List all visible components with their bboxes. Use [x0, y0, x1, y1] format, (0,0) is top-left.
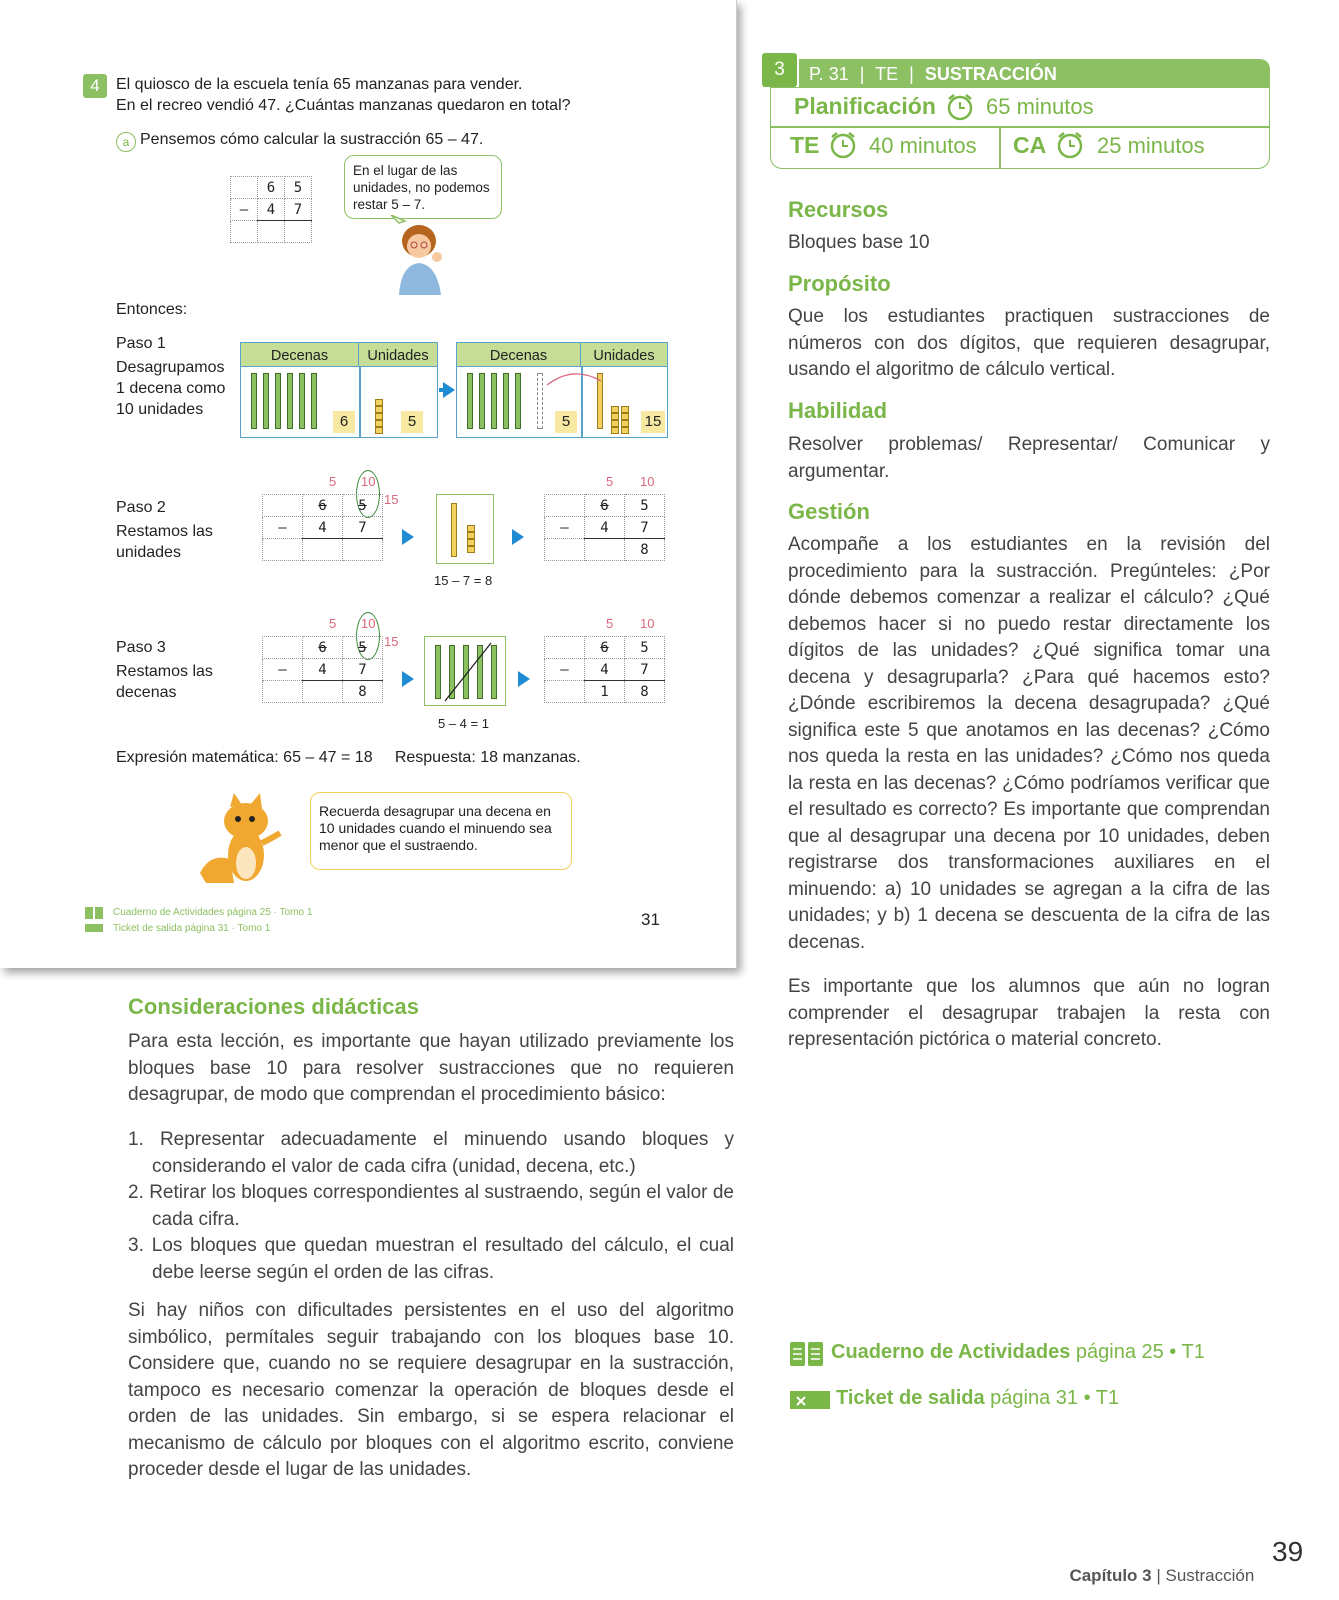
paso2-after-uni: 10 [640, 474, 655, 489]
considerations-item-3: 3. Los bloques que quedan muestran el resultado del cálculo, el cual debe leerse según el orden de las cifras. [128, 1235, 734, 1283]
decenas-header: Decenas [241, 343, 359, 367]
gestion-p1: Acompañe a los estudiantes en la revisión del procedimiento para la sustracción. Pregúnteles: ¿Por dónde debemos comenzar a realizar el cálculo? ¿Qué debemos hacer si no puedo restar directamente los dígitos de las unidades? ¿Qué significa tomar una decena y desagruparla? ¿Para qué hacemos esto? ¿Dónde escribiremos la decena desagrupada? ¿Qué significa este 5 que anotamos en las decenas? ¿Cómo nos queda la resta en las unidades? ¿Cómo nos queda la resta en las decenas? ¿Cómo podríamos verificar que el resultado es correcto? Es importante que comprendan que al desagrupar una decena por 10 unidades, deben registrarse dos transformaciones auxiliares en el minuendo: a) 10 unidades se agregan a la cifra de las unidades; y b) 1 decena se descuenta de la cifra de las decenas. [788, 534, 1270, 953]
paso2-left-grid: 6 5 – 4 7 [262, 494, 383, 561]
paso2-title: Paso 2 [116, 499, 166, 516]
cuaderno-icon [789, 1340, 825, 1368]
habilidad-text: Resolver problemas/ Representar/ Comunicar y argumentar. [788, 434, 1270, 482]
clock-icon-te [827, 130, 859, 160]
paso2-aux-dec: 5 [329, 474, 337, 489]
paso1-left-blocks [240, 342, 438, 438]
cuaderno-link[interactable]: Cuaderno de Actividades página 25 • T1 [831, 1341, 1205, 1363]
first-calc-grid: 6 5 – 4 7 [230, 176, 312, 243]
chapter-footer: Capítulo 3 | Sustracción [1069, 1566, 1255, 1585]
question-line-2: En el recreo vendió 47. ¿Cuántas manzanas quedaron en total? [116, 97, 571, 114]
footer-ticket: Ticket de salida página 31 · Tomo 1 [113, 923, 271, 934]
te-time: 40 minutos [869, 133, 977, 158]
proposito-title: Propósito [788, 271, 891, 296]
paso3-after-uni: 10 [640, 616, 655, 631]
decenas-header-2: Decenas [457, 343, 581, 367]
te-label: TE [790, 132, 820, 158]
paso1-right-dec-count: 5 [555, 411, 577, 433]
paso3-title: Paso 3 [116, 639, 166, 656]
paso1-desc: Desagrupamos 1 decena como 10 unidades [116, 359, 226, 418]
paso1-title: Paso 1 [116, 335, 166, 352]
lesson-header-bar: P. 31 | TE | SUSTRACCIÓN [799, 59, 1270, 87]
arrow-paso2-b [512, 529, 524, 545]
paso3-op: 5 – 4 = 1 [438, 716, 489, 731]
arrow-paso3-b [518, 671, 530, 687]
ticket-icon [84, 922, 104, 934]
planning-time: 65 minutos [986, 94, 1094, 119]
question-text [116, 74, 571, 116]
page-number: 39 [1272, 1536, 1304, 1567]
ca-label: CA [1013, 132, 1047, 158]
question-number: 4 [83, 74, 107, 98]
paso2-blocks [436, 494, 494, 564]
unidades-header-2: Unidades [581, 343, 667, 367]
footer-cuaderno: Cuaderno de Actividades página 25 · Tomo 1 [113, 907, 313, 918]
paso3-desc: Restamos las decenas [116, 663, 213, 701]
student-page-number: 31 [641, 910, 660, 929]
expression-line: Expresión matemática: 65 – 47 = 18 Respuesta: 18 manzanas. [116, 749, 581, 766]
unidades-header: Unidades [359, 343, 437, 367]
ticket-icon-large [789, 1389, 831, 1411]
paso3-after-dec: 5 [606, 616, 614, 631]
recursos-title: Recursos [788, 197, 889, 222]
girl-illustration [385, 215, 455, 297]
arrow-paso1-head [443, 382, 455, 398]
student-page [0, 0, 737, 968]
considerations-item-1: 1. Representar adecuadamente el minuendo usando bloques y considerando el valor de cada cifra (unidad, decena, etc.) [128, 1129, 734, 1177]
book-icon [84, 906, 104, 920]
fox-illustration [190, 793, 290, 885]
sub-question-letter: a [116, 132, 136, 152]
topic-ref: SUSTRACCIÓN [924, 64, 1057, 84]
paso3-aux-uni: 10 [361, 616, 376, 631]
paso1-right-blocks [456, 342, 668, 438]
planning-label: Planificación [794, 93, 936, 119]
paso1-left-dec-count: 6 [333, 411, 355, 433]
ca-time: 25 minutos [1097, 133, 1205, 158]
speech-bubble-fox: Recuerda desagrupar una decena en 10 unidades cuando el minuendo sea menor que el sustraendo. [310, 792, 572, 870]
entonces-label: Entonces: [116, 301, 188, 318]
speech-bubble-girl: En el lugar de las unidades, no podemos restar 5 – 7. [344, 155, 502, 219]
paso3-blocks [424, 636, 506, 706]
paso2-aux-15: 15 [384, 492, 399, 507]
habilidad-title: Habilidad [788, 398, 888, 423]
paso3-right-grid: 6 5 – 4 7 1 8 [544, 636, 665, 703]
page-ref: P. 31 [809, 64, 849, 84]
recursos-text: Bloques base 10 [788, 232, 930, 253]
considerations-item-2: 2. Retirar los bloques correspondientes al sustraendo, según el valor de cada cifra. [128, 1182, 734, 1230]
paso1-left-uni-count: 5 [401, 411, 423, 433]
gestion-title: Gestión [788, 499, 870, 524]
clock-icon-ca [1054, 130, 1086, 160]
sub-question-text: Pensemos cómo calcular la sustracción 65 – 47. [140, 131, 484, 148]
paso2-desc: Restamos las unidades [116, 523, 213, 561]
gestion-p2: Es importante que los alumnos que aún no logran comprender el desagrupar trabajen la resta con representación pictórica o material concreto. [788, 976, 1270, 1050]
paso3-aux-dec: 5 [329, 616, 337, 631]
arrow-paso3-a [402, 671, 414, 687]
te-ref: TE [875, 64, 899, 84]
arrow-paso2-a [402, 529, 414, 545]
paso3-aux-15: 15 [384, 634, 399, 649]
paso2-aux-uni: 10 [361, 474, 376, 489]
considerations-intro: Para esta lección, es importante que hayan utilizado previamente los bloques base 10 para resolver sustracciones que no requieren desagrupar, de modo que comprendan el procedimiento básico: [128, 1031, 734, 1105]
paso3-left-grid: 6 5 – 4 7 8 [262, 636, 383, 703]
paso2-after-dec: 5 [606, 474, 614, 489]
paso2-op: 15 – 7 = 8 [434, 573, 493, 588]
ticket-link[interactable]: Ticket de salida página 31 • T1 [836, 1387, 1120, 1409]
lesson-number: 3 [762, 53, 797, 87]
proposito-text: Que los estudiantes practiquen sustracciones de números con dos dígitos, que requieren desagrupar, usando el algoritmo de cálculo vertical. [788, 306, 1270, 380]
paso2-right-grid: 6 5 – 4 7 8 [544, 494, 665, 561]
paso1-right-uni-count: 15 [641, 411, 665, 433]
considerations-title: Consideraciones didácticas [128, 994, 419, 1019]
considerations-closing: Si hay niños con dificultades persistentes en el uso del algoritmo simbólico, permítales seguir trabajando con los bloques base 10. Considere que, cuando no se requiere desagrupar en la sustracción, tampoco es necesario comenzar la operación de bloques desde el orden de las unidades. Sin embargo, si se espera relacionar el mecanismo de cálculo por bloques con el algoritmo escrito, conviene proceder desde el lugar de las unidades. [128, 1300, 734, 1480]
clock-icon-planning [944, 92, 976, 122]
question-line-1: El quiosco de la escuela tenía 65 manzanas para vender. [116, 76, 523, 93]
